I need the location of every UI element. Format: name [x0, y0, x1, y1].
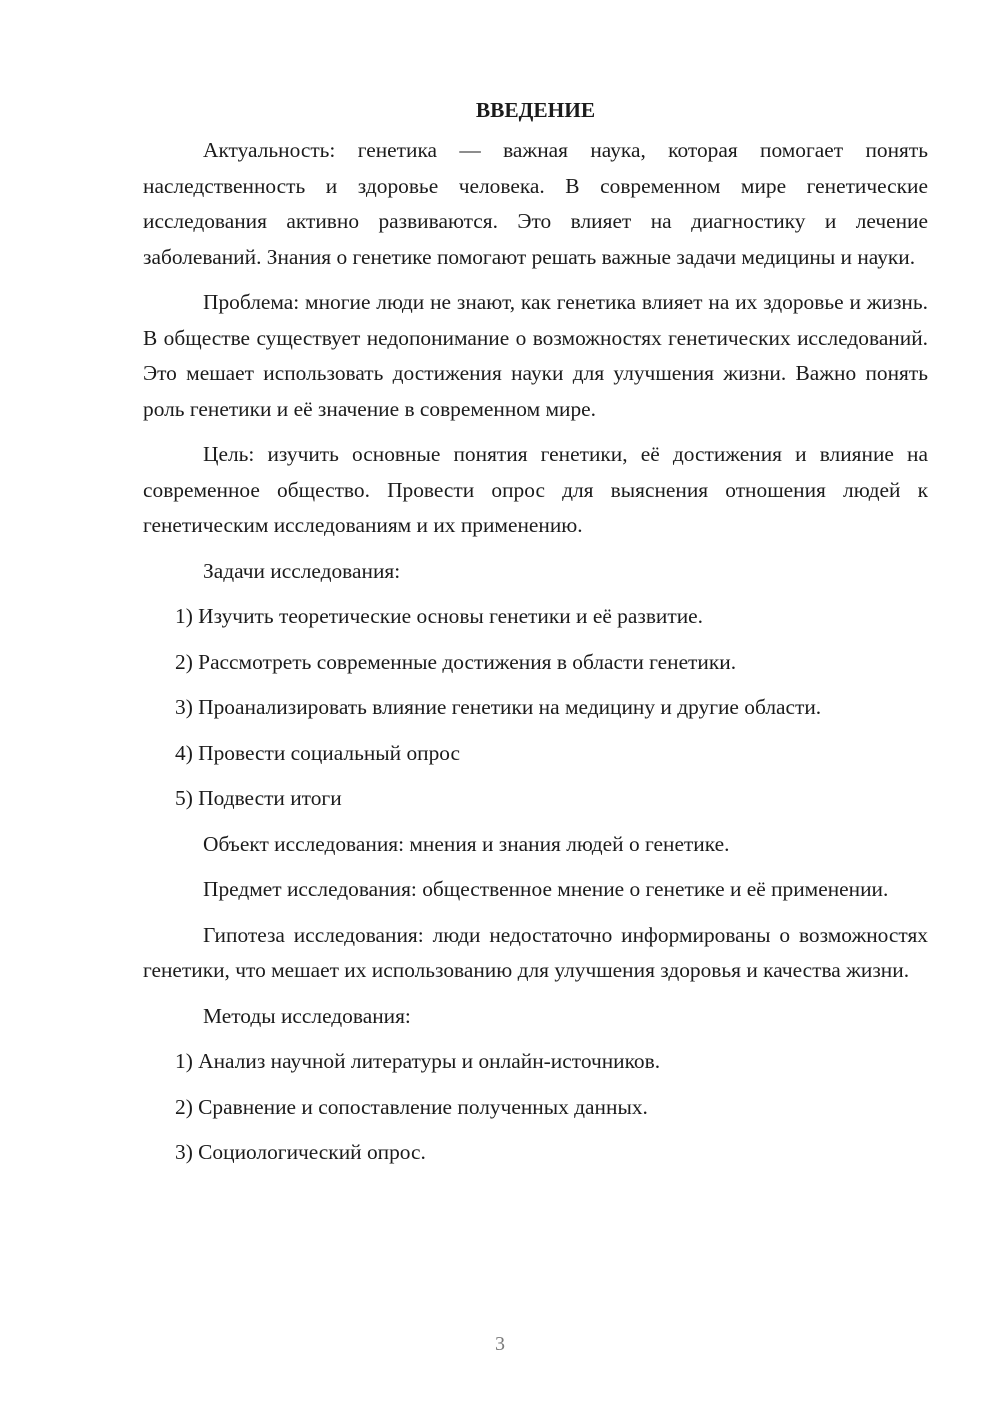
- task-item: 3) Проанализировать влияние генетики на медицину и другие области.: [175, 695, 822, 719]
- page-number: 3: [495, 1333, 505, 1355]
- tasks-list: [143, 599, 928, 817]
- methods-heading: Методы исследования:: [203, 1003, 411, 1028]
- method-item: 2) Сравнение и сопоставление полученных данных.: [175, 1094, 648, 1119]
- problem-paragraph: Проблема: многие люди не знают, как генетика влияет на их здоровье и жизнь. В обществе существует недопонимание о возможностях генетических исследований. Это мешает использовать достижения науки для улучшения жизни. Важно понять роль генетики и её значение в современном мире.: [143, 290, 928, 421]
- object-paragraph: Объект исследования: мнения и знания людей о генетике.: [203, 831, 730, 856]
- page-title: ВВЕДЕНИЕ: [475, 98, 596, 122]
- task-item: 2) Рассмотреть современные достижения в области генетики.: [175, 649, 737, 674]
- task-item: 5) Подвести итоги: [175, 786, 342, 810]
- task-item: 4) Провести социальный опрос: [175, 740, 461, 765]
- hypothesis-paragraph: Гипотеза исследования: люди недостаточно информированы о возможностях генетики, что мешает их использованию для улучшения здоровья и качества жизни.: [143, 922, 928, 982]
- goal-paragraph: Цель: изучить основные понятия генетики, её достижения и влияние на современное общество. Провести опрос для выяснения отношения людей к генетическим исследованиям и их применению.: [143, 442, 928, 537]
- tasks-heading: Задачи исследования:: [203, 558, 401, 583]
- task-item: 1) Изучить теоретические основы генетики и её развитие.: [175, 604, 703, 628]
- method-item: 1) Анализ научной литературы и онлайн-источников.: [175, 1049, 661, 1073]
- subject-paragraph: Предмет исследования: общественное мнение о генетике и её применении.: [203, 877, 889, 901]
- methods-list: [143, 1044, 928, 1171]
- method-item: 3) Социологический опрос.: [175, 1140, 426, 1164]
- relevance-paragraph: Актуальность: генетика — важная наука, которая помогает понять наследственность и здоровье человека. В современном мире генетические исследования активно развиваются. Это влияет на диагностику и лечение заболеваний. Знания о генетике помогают решать важные задачи медицины и науки.: [143, 138, 928, 269]
- document-page: [143, 92, 928, 1181]
